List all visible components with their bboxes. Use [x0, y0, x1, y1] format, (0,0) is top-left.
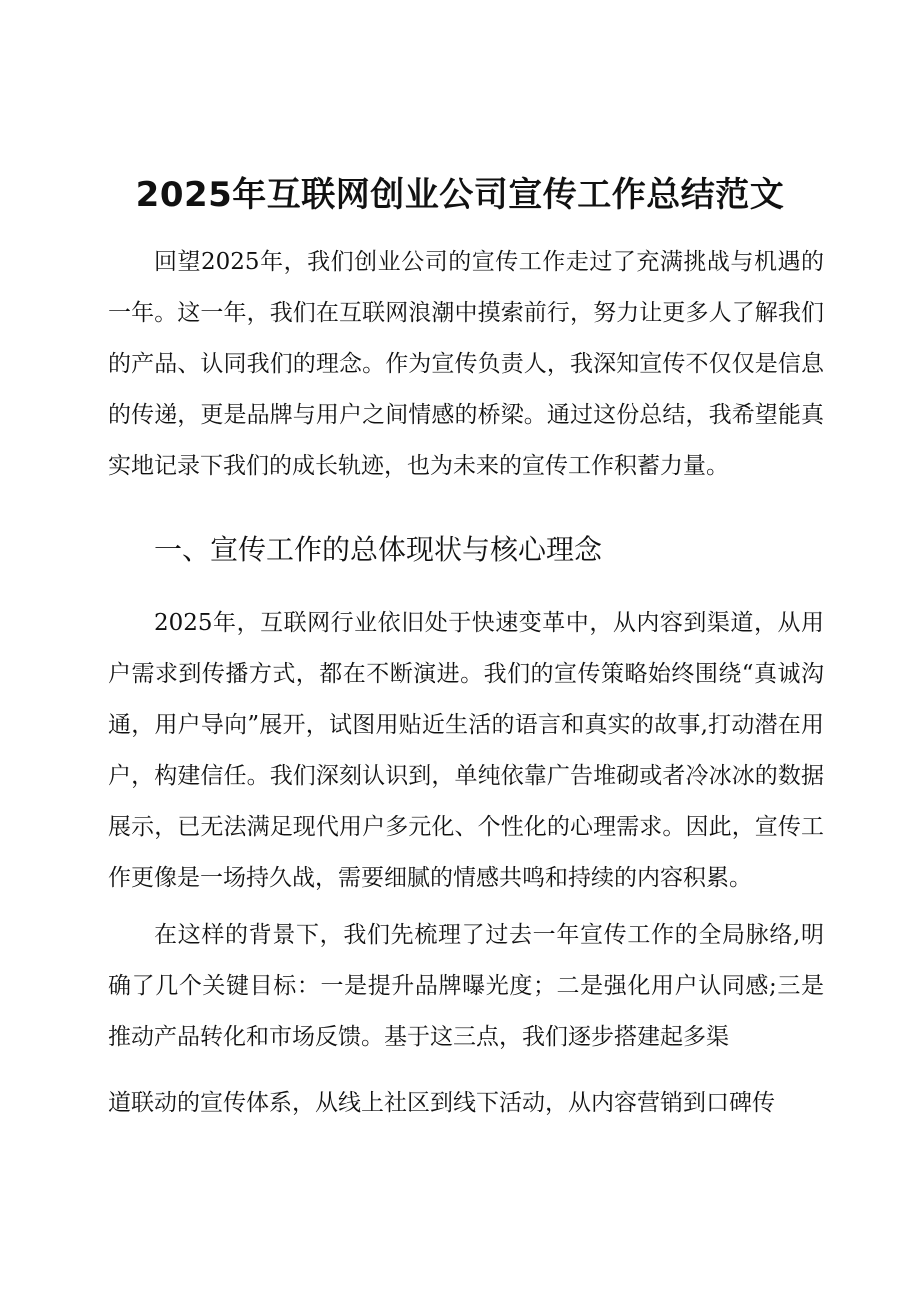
intro-paragraph: 回望2025年，我们创业公司的宣传工作走过了充满挑战与机遇的一年。这一年，我们在互联网浪潮中摸索前行，努力让更多人了解我们的产品、认同我们的理念。作为宣传负责人，我深知宣传不仅仅是信息的传递，更是品牌与用户之间情感的桥梁。通过这份总结，我希望能真实地记录下我们的成长轨迹，也为未来的宣传工作积蓄力量。: [108, 249, 824, 479]
document-title: 2025年互联网创业公司宣传工作总结范文: [135, 175, 785, 215]
section-paragraph-2-continued: 道联动的宣传体系，从线上社区到线下活动，从内容营销到口碑传: [108, 1090, 775, 1116]
section-paragraph-1: 2025年，互联网行业依旧处于快速变革中，从内容到渠道，从用户需求到传播方式，都在不断演进。我们的宣传策略始终围绕“真诚沟通，用户导向”展开，试图用贴近生活的语言和真实的故事,打动潜在用户，构建信任。我们深刻认识到，单纯依靠广告堆砌或者冷冰冰的数据展示，已无法满足现代用户多元化、个性化的心理需求。因此，宣传工作更像是一场持久战，需要细腻的情感共鸣和持续的内容积累。: [108, 610, 824, 891]
section-heading: 一、宣传工作的总体现状与核心理念: [154, 533, 603, 566]
section-paragraph-2: 在这样的背景下，我们先梳理了过去一年宣传工作的全局脉络,明确了几个关键目标：一是提升品牌曝光度；二是强化用户认同感;三是推动产品转化和市场反馈。基于这三点，我们逐步搭建起多渠: [108, 922, 824, 1050]
